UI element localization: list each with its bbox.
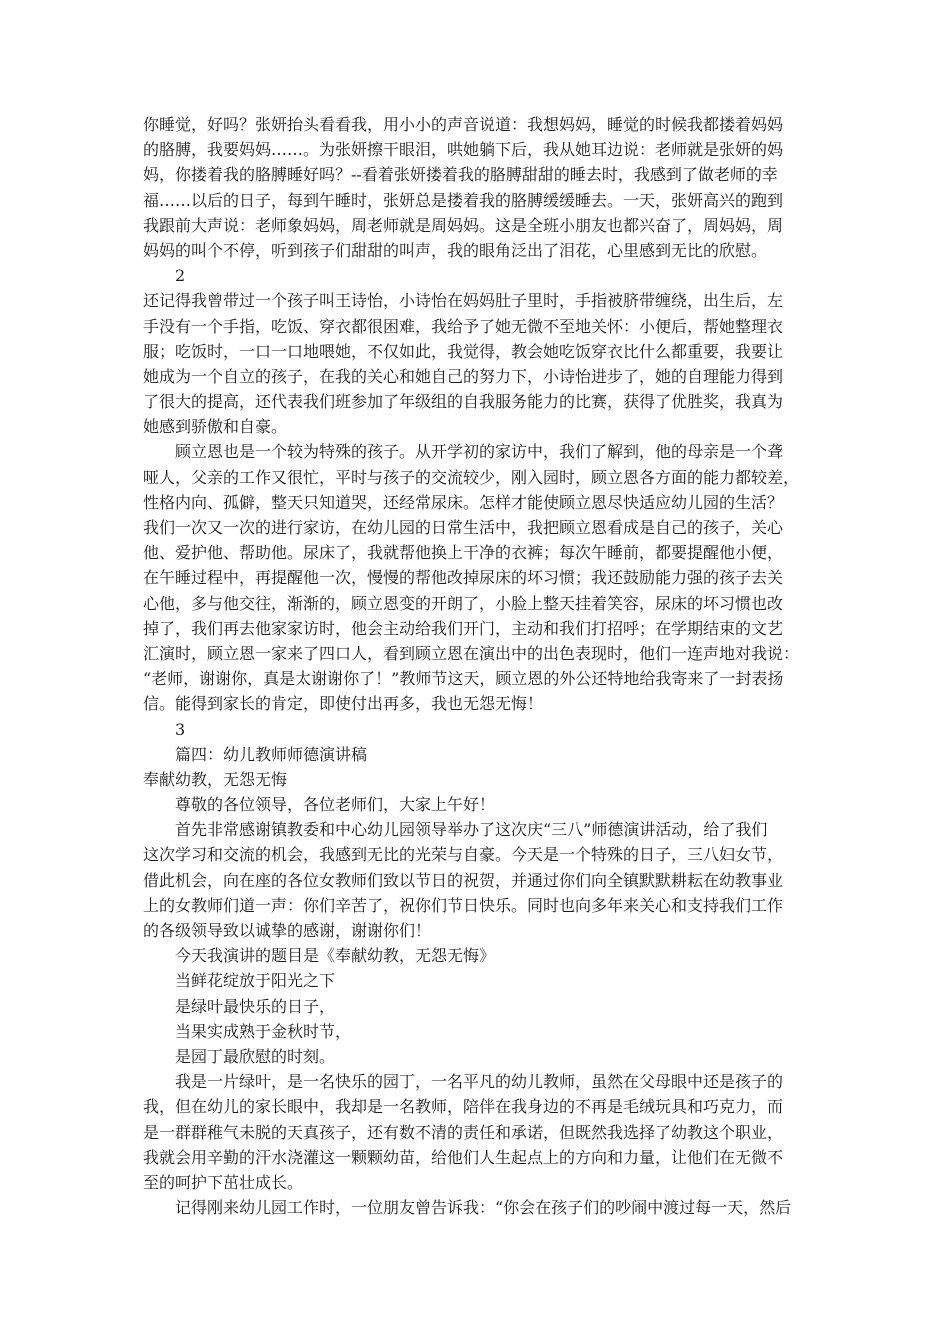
text-line: 当鲜花绽放于阳光之下 <box>175 971 336 991</box>
text-line: 我，但在幼儿的家长眼中，我却是一名教师，陪伴在我身边的不再是毛绒玩具和巧克力，而 <box>143 1097 784 1117</box>
text-line: 妈妈的叫个不停，听到孩子们甜甜的叫声，我的眼角泛出了泪花，心里感到无比的欣慰。 <box>143 240 768 260</box>
text-line: 3 <box>175 719 186 739</box>
text-line: 的各级领导致以诚挚的感谢，谢谢你们！ <box>143 921 432 940</box>
text-line: 当果实成熟于金秋时节， <box>175 1021 352 1041</box>
text-line: 上的女教师们道一声：你们辛苦了，祝你们节日快乐。同时也向多年来关心和支持我们工作 <box>143 895 784 915</box>
text-line: 你睡觉，好吗？张妍抬头看看我，用小小的声音说道：我想妈妈，睡觉的时候我都搂着妈妈 <box>143 115 784 134</box>
text-line: 借此机会，向在座的各位女教师们致以节日的祝贺，并通过你们向全镇默默耕耘在幼教事业 <box>143 870 784 890</box>
text-line: 记得刚来幼儿园工作时，一位朋友曾告诉我：“你会在孩子们的吵闹中渡过每一天，然后 <box>175 1198 792 1218</box>
text-line: 首先非常感谢镇教委和中心幼儿园领导举办了这次庆“三八”师德演讲活动，给了我们 <box>175 820 768 840</box>
text-line: 了很大的提高，还代表我们班参加了年级组的自我服务能力的比赛，获得了优胜奖，我真为 <box>143 392 784 412</box>
text-line: 至的呵护下茁壮成长。 <box>143 1172 304 1192</box>
text-line: 她成为一个自立的孩子，在我的关心和她自己的努力下，小诗怡进步了，她的自理能力得到 <box>143 366 784 386</box>
text-line: 手没有一个手指，吃饭、穿衣都很困难，我给予了她无微不至地关怀：小便后，帮她整理衣 <box>143 316 784 336</box>
text-line: 心他，多与他交往，渐渐的，顾立恩变的开朗了，小脸上整天挂着笑容，尿床的坏习惯也改 <box>143 593 784 613</box>
text-line: 我是一片绿叶，是一名快乐的园丁，一名平凡的幼儿教师，虽然在父母眼中还是孩子的 <box>175 1072 784 1092</box>
text-line: 是一群群稚气未脱的天真孩子，还有数不清的责任和承诺，但既然我选择了幼教这个职业， <box>143 1122 784 1142</box>
text-line: 她感到骄傲和自豪。 <box>143 417 288 437</box>
text-line: 这次学习和交流的机会，我感到无比的光荣与自豪。今天是一个特殊的日子，三八妇女节， <box>143 845 784 865</box>
text-line: 掉了，我们再去他家家访时，他会主动给我们开门，主动和我们打招呼；在学期结束的文艺 <box>143 618 784 638</box>
text-line: 尊敬的各位领导，各位老师们，大家上午好！ <box>175 795 496 815</box>
text-line: 我们一次又一次的进行家访，在幼儿园的日常生活中，我把顾立恩看成是自己的孩子，关心 <box>143 518 784 537</box>
text-line: 顾立恩也是一个较为特殊的孩子。从开学初的家访中，我们了解到，他的母亲是一个聋 <box>175 442 784 462</box>
text-line: 我跟前大声说：老师象妈妈，周老师就是周妈妈。这是全班小朋友也都兴奋了，周妈妈，周 <box>143 215 784 235</box>
text-line: 哑人，父亲的工作又很忙，平时与孩子的交流较少，刚入园时，顾立恩各方面的能力都较差， <box>143 467 800 487</box>
text-line: 性格内向、孤僻，整天只知道哭，还经常尿床。怎样才能使顾立恩尽快适应幼儿园的生活？ <box>143 492 784 512</box>
text-line: 还记得我曾带过一个孩子叫王诗怡，小诗怡在妈妈肚子里时，手指被脐带缠绕，出生后，左 <box>143 291 784 311</box>
text-line: 2 <box>175 266 186 286</box>
text-line: 服；吃饭时，一口一口地喂她，不仅如此，我觉得，教会她吃饭穿衣比什么都重要，我要让 <box>143 341 784 361</box>
text-line: 篇四：幼儿教师师德演讲稿 <box>175 744 368 764</box>
text-line: 的胳膊，我要妈妈……。为张妍擦干眼泪，哄她躺下后，我从她耳边说：老师就是张妍的妈 <box>143 140 784 160</box>
text-line: “老师，谢谢你，真是太谢谢你了！”教师节这天，顾立恩的外公还特地给我寄来了一封表扬 <box>143 669 784 689</box>
text-line: 汇演时，顾立恩一家来了四口人，看到顾立恩在演出中的出色表现时，他们一连声地对我说： <box>143 643 800 663</box>
text-line: 奉献幼教，无怨无悔 <box>143 769 288 789</box>
text-line: 福……以后的日子，每到午睡时，张妍总是搂着我的胳膊缓缓睡去。一天，张妍高兴的跑到 <box>143 190 784 210</box>
text-line: 是园丁最欣慰的时刻。 <box>175 1046 336 1066</box>
text-line: 我就会用辛勤的汗水浇灌这一颗颗幼苗，给他们人生起点上的方向和力量，让他们在无微不 <box>143 1147 784 1167</box>
text-line: 信。能得到家长的肯定，即使付出再多，我也无怨无悔！ <box>143 694 544 714</box>
text-line: 在午睡过程中，再提醒他一次，慢慢的帮他改掉尿床的坏习惯；我还鼓励能力强的孩子去关 <box>143 568 784 588</box>
text-line: 他、爱护他、帮助他。尿床了，我就帮他换上干净的衣裤；每次午睡前，都要提醒他小便， <box>143 543 784 563</box>
text-line: 今天我演讲的题目是《奉献幼教，无怨无悔》 <box>175 946 496 966</box>
document-page <box>143 112 811 1220</box>
text-line: 是绿叶最快乐的日子， <box>175 996 336 1016</box>
text-line: 妈，你搂着我的胳膊睡好吗？--看着张妍搂着我的胳膊甜甜的睡去时，我感到了做老师的幸 <box>143 165 778 185</box>
